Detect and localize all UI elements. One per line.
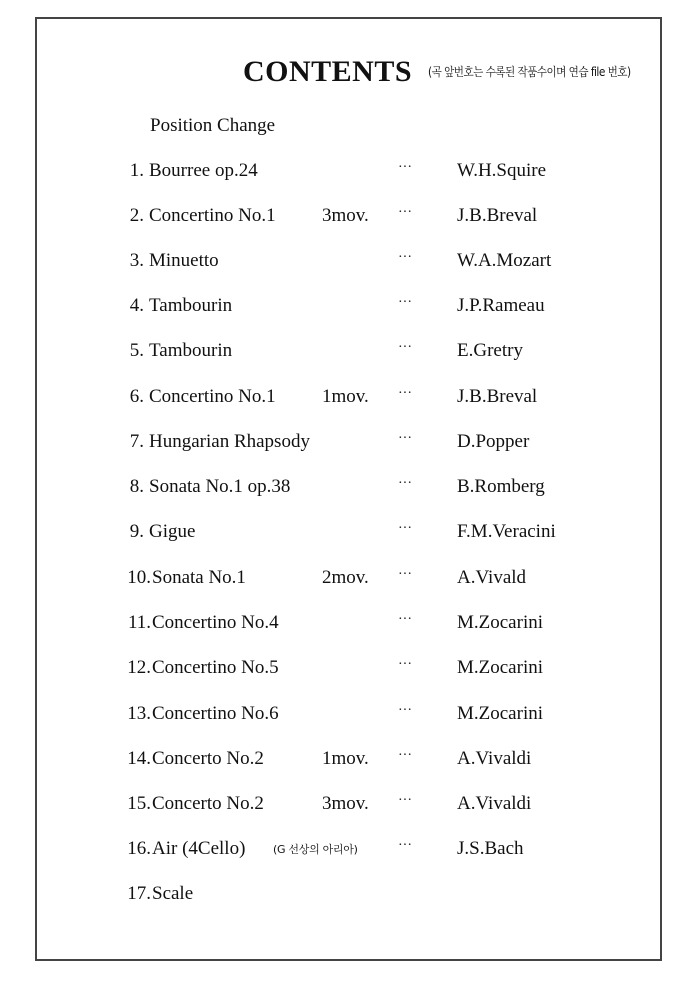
- contents-entry: [0, 880, 700, 908]
- entry-piece-title: Hungarian Rhapsody: [149, 431, 310, 452]
- entry-leader-dots: ···: [398, 521, 412, 536]
- entry-number: 15.: [127, 793, 151, 814]
- contents-entry: [0, 700, 700, 728]
- entry-movement: 1mov.: [322, 386, 369, 407]
- contents-entry: [0, 745, 700, 773]
- entry-composer: W.A.Mozart: [457, 250, 552, 271]
- contents-entry: [0, 202, 700, 230]
- entry-composer: J.P.Rameau: [457, 295, 545, 316]
- contents-entry: [0, 654, 700, 682]
- contents-entry: [0, 790, 700, 818]
- entry-leader-dots: ···: [398, 250, 412, 265]
- entry-composer: M.Zocarini: [457, 657, 544, 678]
- entry-composer: D.Popper: [457, 431, 530, 452]
- contents-entry: [0, 564, 700, 592]
- entry-movement: 1mov.: [322, 748, 369, 769]
- entry-composer: A.Vivaldi: [457, 793, 532, 814]
- entry-composer: M.Zocarini: [457, 612, 544, 633]
- contents-entry: [0, 337, 700, 365]
- entry-note: (G 선상의 아리아): [273, 843, 358, 856]
- entry-composer: A.Vivaldi: [457, 748, 532, 769]
- entry-leader-dots: ···: [398, 476, 412, 491]
- entry-number: 8.: [129, 476, 144, 497]
- entry-number: 14.: [127, 748, 151, 769]
- entry-piece-title: Concertino No.4: [152, 612, 279, 633]
- entry-number: 17.: [127, 883, 151, 904]
- entry-composer: W.H.Squire: [457, 160, 547, 181]
- entry-number: 1.: [129, 160, 144, 181]
- entry-leader-dots: ···: [398, 386, 412, 401]
- contents-entry: [0, 247, 700, 275]
- page-title: CONTENTS: [243, 55, 413, 88]
- entry-number: 12.: [127, 657, 151, 678]
- entry-number: 10.: [127, 567, 151, 588]
- entry-piece-title: Scale: [152, 883, 194, 904]
- contents-entry: [0, 518, 700, 546]
- entry-leader-dots: ···: [398, 793, 412, 808]
- entry-movement: 3mov.: [322, 205, 369, 226]
- entry-number: 2.: [129, 205, 144, 226]
- entry-number: 3.: [129, 250, 144, 271]
- entry-composer: J.B.Breval: [457, 205, 538, 226]
- entry-composer: E.Gretry: [457, 340, 523, 361]
- entry-number: 11.: [127, 612, 151, 633]
- entry-leader-dots: ···: [398, 657, 412, 672]
- section-heading: Position Change: [150, 115, 276, 136]
- entry-leader-dots: ···: [398, 295, 412, 310]
- entry-leader-dots: ···: [398, 703, 412, 718]
- entry-number: 16.: [127, 838, 151, 859]
- entry-piece-title: Bourree op.24: [149, 160, 258, 181]
- entry-piece-title: Concertino No.5: [152, 657, 279, 678]
- entry-number: 7.: [129, 431, 144, 452]
- entry-leader-dots: ···: [398, 160, 412, 175]
- entry-piece-title: Sonata No.1 op.38: [149, 476, 291, 497]
- entry-piece-title: Gigue: [149, 521, 196, 542]
- entry-piece-title: Air (4Cello): [152, 838, 246, 859]
- entry-number: 4.: [129, 295, 144, 316]
- entry-piece-title: Sonata No.1: [152, 567, 246, 588]
- contents-entry: [0, 835, 700, 863]
- contents-entry: [0, 292, 700, 320]
- title-note: (곡 앞번호는 수록된 작품수이며 연습 file 번호): [428, 65, 631, 79]
- entry-piece-title: Concerto No.2: [152, 748, 264, 769]
- contents-entry: [0, 609, 700, 637]
- entry-leader-dots: ···: [398, 612, 412, 627]
- entry-composer: J.S.Bach: [457, 838, 524, 859]
- entry-number: 5.: [129, 340, 144, 361]
- entry-movement: 3mov.: [322, 793, 369, 814]
- entry-composer: M.Zocarini: [457, 703, 544, 724]
- entry-piece-title: Concertino No.1: [149, 386, 276, 407]
- entry-leader-dots: ···: [398, 340, 412, 355]
- entry-leader-dots: ···: [398, 431, 412, 446]
- entry-piece-title: Concertino No.1: [149, 205, 276, 226]
- entry-leader-dots: ···: [398, 205, 412, 220]
- entry-movement: 2mov.: [322, 567, 369, 588]
- entry-piece-title: Tambourin: [149, 340, 233, 361]
- entry-composer: J.B.Breval: [457, 386, 538, 407]
- entry-piece-title: Concerto No.2: [152, 793, 264, 814]
- entry-number: 6.: [129, 386, 144, 407]
- entry-leader-dots: ···: [398, 567, 412, 582]
- entry-composer: B.Romberg: [457, 476, 545, 497]
- entry-number: 13.: [127, 703, 151, 724]
- entry-number: 9.: [129, 521, 144, 542]
- entry-composer: F.M.Veracini: [457, 521, 556, 542]
- entry-piece-title: Minuetto: [149, 250, 219, 271]
- contents-entry: [0, 428, 700, 456]
- contents-entry: [0, 473, 700, 501]
- entry-piece-title: Concertino No.6: [152, 703, 279, 724]
- entry-composer: A.Vivald: [457, 567, 527, 588]
- entry-leader-dots: ···: [398, 838, 412, 853]
- entry-leader-dots: ···: [398, 748, 412, 763]
- contents-entry: [0, 383, 700, 411]
- contents-entry: [0, 157, 700, 185]
- entry-piece-title: Tambourin: [149, 295, 233, 316]
